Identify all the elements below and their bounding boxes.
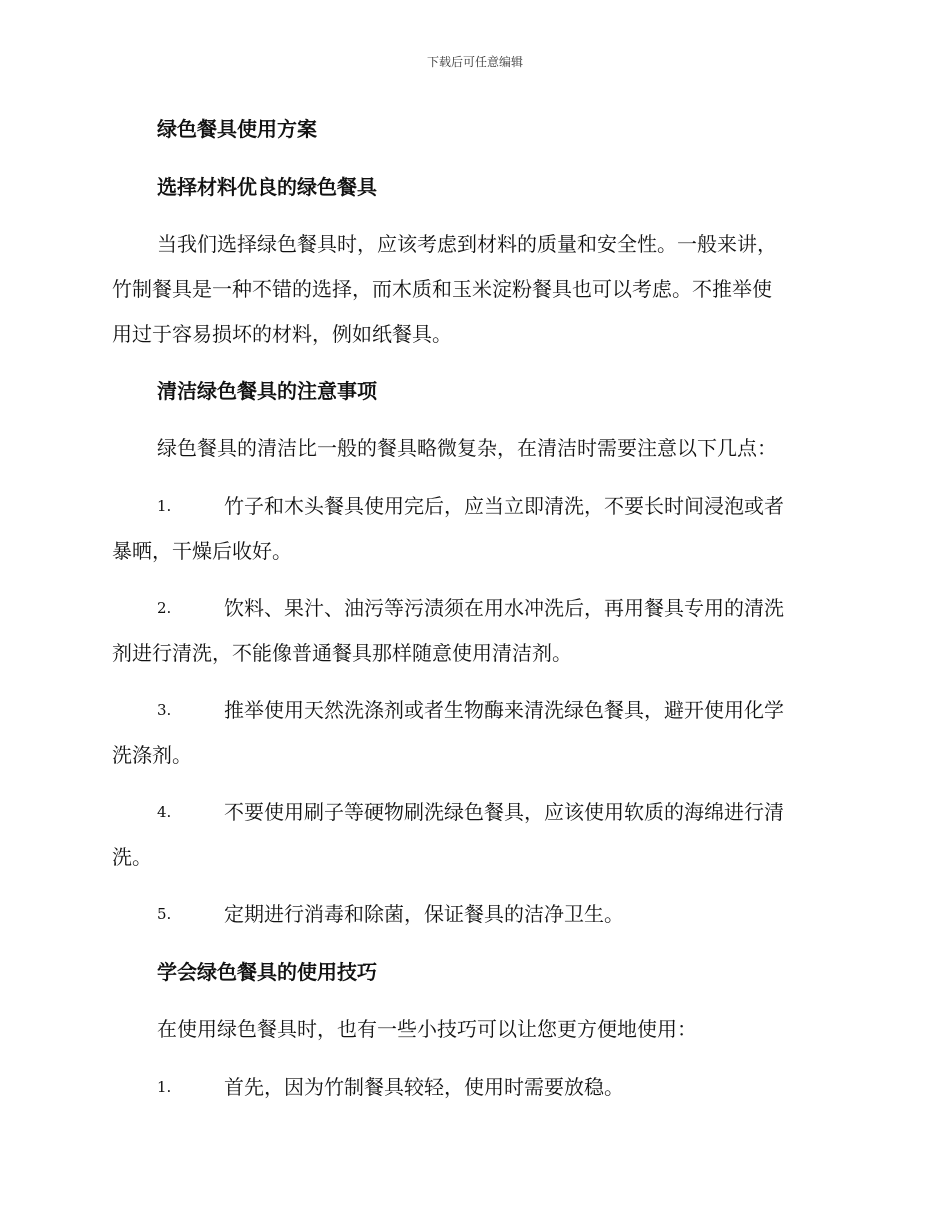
list-item-text: 推举使用天然洗涤剂或者生物酶来清洗绿色餐具，避开使用化学 bbox=[224, 698, 784, 722]
section-heading: 选择材料优良的绿色餐具 bbox=[157, 175, 377, 199]
list-item-number: 1. bbox=[157, 1078, 172, 1096]
list-item-continuation: 洗。 bbox=[112, 845, 152, 869]
list-item-continuation: 洗涤剂。 bbox=[112, 743, 192, 767]
section-intro: 绿色餐具的清洁比一般的餐具略微复杂，在清洁时需要注意以下几点： bbox=[157, 436, 777, 460]
list-item-continuation: 剂进行清洗，不能像普通餐具那样随意使用清洁剂。 bbox=[112, 641, 572, 665]
list-item-text: 饮料、果汁、油污等污渍须在用水冲洗后，再用餐具专用的清洗 bbox=[224, 596, 784, 620]
page-header: 下载后可任意编辑 bbox=[426, 55, 523, 69]
list-item-text: 首先，因为竹制餐具较轻，使用时需要放稳。 bbox=[224, 1075, 624, 1099]
section-heading: 清洁绿色餐具的注意事项 bbox=[157, 379, 377, 403]
list-item-number: 2. bbox=[157, 599, 172, 617]
list-item-number: 3. bbox=[157, 701, 172, 719]
document-title: 绿色餐具使用方案 bbox=[157, 117, 317, 141]
section-intro: 在使用绿色餐具时，也有一些小技巧可以让您更方便地使用： bbox=[157, 1017, 697, 1041]
list-item-number: 1. bbox=[157, 497, 172, 515]
list-item-text: 不要使用刷子等硬物刷洗绿色餐具，应该使用软质的海绵进行清 bbox=[224, 800, 784, 824]
list-item-text: 定期进行消毒和除菌，保证餐具的洁净卫生。 bbox=[224, 902, 624, 926]
list-item-number: 4. bbox=[157, 803, 172, 821]
paragraph-line: 当我们选择绿色餐具时，应该考虑到材料的质量和安全性。一般来讲， bbox=[157, 232, 777, 256]
paragraph-line: 用过于容易损坏的材料，例如纸餐具。 bbox=[112, 322, 452, 346]
list-item-text: 竹子和木头餐具使用完后，应当立即清洗，不要长时间浸泡或者 bbox=[224, 494, 784, 518]
list-item-continuation: 暴晒，干燥后收好。 bbox=[112, 539, 292, 563]
paragraph-line: 竹制餐具是一种不错的选择，而木质和玉米淀粉餐具也可以考虑。不推举使 bbox=[112, 277, 772, 301]
section-heading: 学会绿色餐具的使用技巧 bbox=[157, 960, 377, 984]
list-item-number: 5. bbox=[157, 905, 172, 923]
